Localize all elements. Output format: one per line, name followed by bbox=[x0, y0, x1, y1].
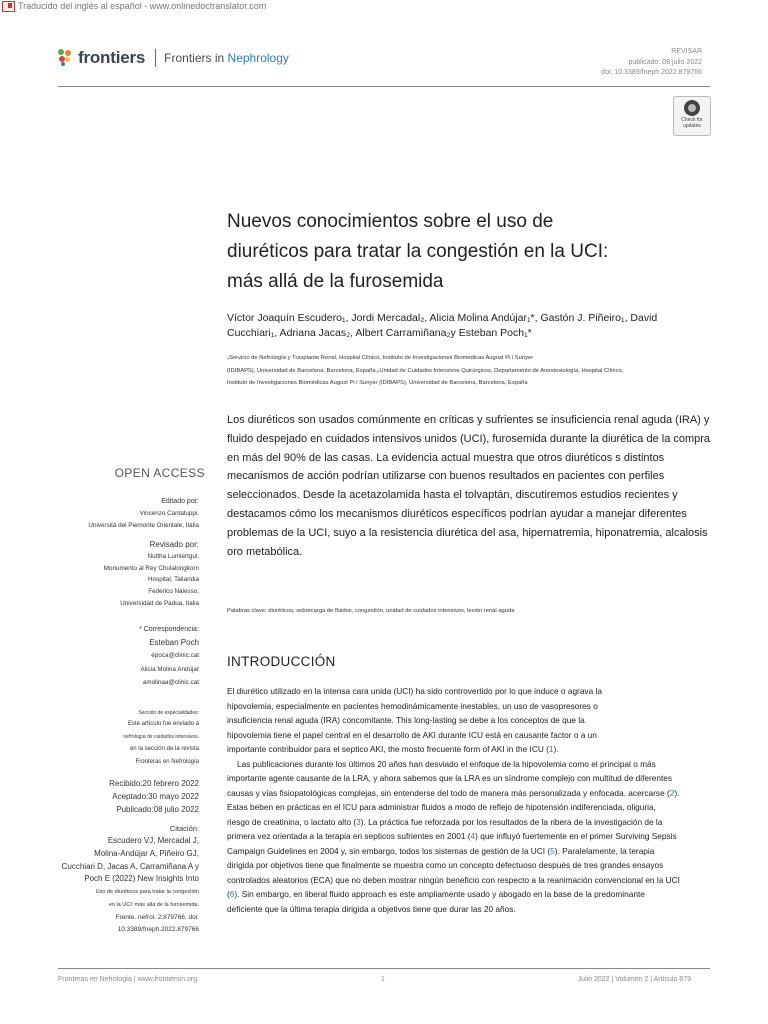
abstract-line: problemas de la UCI, suyo a la resistencia diurética del asa, hipernatremia, hiponatremia, alcalosis bbox=[227, 526, 708, 539]
check-updates-icon bbox=[684, 100, 700, 116]
open-access-label: OPEN ACCESS bbox=[114, 466, 205, 480]
reference-link[interactable]: 4 bbox=[470, 831, 476, 841]
reviewer-line: Nuttha Lumlertgul, bbox=[147, 553, 199, 560]
citation-label: Citación: bbox=[169, 824, 199, 833]
article-meta bbox=[601, 47, 702, 79]
affiliations bbox=[227, 352, 747, 390]
reference-link[interactable]: 3 bbox=[356, 816, 361, 827]
abstract-line: seleccionados. Desde la acetazolamida hasta el tolvaptán, discutiremos estudios recientes y bbox=[227, 489, 678, 502]
reference-link[interactable]: 5 bbox=[550, 845, 555, 856]
paragraph bbox=[227, 684, 712, 757]
frontiers-logo-icon bbox=[58, 49, 74, 67]
specialty-line: en la sección de la revista bbox=[129, 746, 199, 752]
citation-line: Uso de diuréticos para tratar la congestión bbox=[95, 889, 199, 896]
introduction-body bbox=[227, 684, 712, 916]
citation-doi[interactable]: 10.3389/fneph.2022.879766 bbox=[117, 926, 199, 934]
paragraph bbox=[227, 757, 712, 917]
text-line: importante agente causante de la LRA, y ahora sabemos que la LRA es un síndrome complejo con multitud de diferentes bbox=[227, 773, 673, 783]
title-line: más allá de la furosemida bbox=[227, 271, 444, 292]
journal-name bbox=[164, 51, 289, 65]
reviewer-line: Monumento al Rey Chulalongkorn bbox=[103, 564, 199, 572]
journal-prefix: Frontiers in bbox=[164, 51, 225, 65]
specialty-line: Fronteras en Nefrología bbox=[135, 759, 199, 765]
citation-line: Frente. nefrol. 2:879766. doi: bbox=[115, 914, 199, 922]
editor-line: Vincenzo Cantaluppi, bbox=[139, 510, 199, 517]
text-fragment: ). bbox=[553, 744, 559, 754]
correspondence-info bbox=[139, 624, 199, 690]
text-line: dirigida por objetivos tiene que finalmente se muestra como un concepto defectuoso después de tres grandes ensayos bbox=[227, 860, 664, 870]
text-fragment: ). Paralelamente, la terapia bbox=[554, 845, 655, 856]
specialty-section bbox=[123, 708, 199, 769]
translator-banner-text[interactable]: Traducido del inglés al español - www.onlinedoctranslator.com bbox=[18, 1, 267, 11]
correspondent-email[interactable]: amolinaa@clinic.cat bbox=[142, 679, 199, 686]
text-fragment: primera vez orientada a la terapia en septicos sufrientes en 2001 ( bbox=[227, 831, 471, 841]
affiliation-line: Instituto de Investigaciones Biomédicas August Pi i Sunyer (IDIBAPS), Universidad de Barcelona, Barcelona, España bbox=[227, 380, 528, 386]
abstract bbox=[227, 411, 712, 561]
abstract-line: Los diuréticos son usados comúnmente en críticas y sufrientes se insuficiencia renal aguda (IRA) y bbox=[227, 414, 710, 426]
text-line: importante contribuidor para el septico AKI, the mosto frecuente form of AKI in the ICU ( bbox=[227, 744, 549, 754]
authors-line: Víctor Joaquín Escudero₁, Jordi Mercadal₂, Alicia Molina Andújar₁*, Gastón J. Piñeiro₁, David bbox=[227, 312, 658, 324]
text-fragment: Campaign Guidelines en 2004 y, sin embargo, todos los sistemas de gestión de la UCI ( bbox=[227, 845, 551, 856]
edited-by-label: Editado por: bbox=[161, 498, 199, 505]
specialty-line: nefrología de cuidados intensivos. bbox=[123, 734, 199, 740]
text-fragment: ) que influyó fuertemente en el primer Surviving Sepsis bbox=[475, 831, 677, 841]
footer-rule bbox=[58, 968, 710, 969]
text-line: deficiente que la última terapia dirigida a objetivos tiene que durar las 20 años. bbox=[227, 903, 516, 914]
article-dates bbox=[109, 777, 199, 816]
accepted-date: Aceptado:30 mayo 2022 bbox=[112, 792, 199, 801]
text-line: hipovolemia tiene el papel central en el desarrollo de AKI durante ICU está en causante factor o a un bbox=[227, 729, 597, 740]
abstract-line: oro metabólica. bbox=[227, 545, 303, 558]
editor-line: Università del Piemonte Orientale, Italia bbox=[88, 521, 199, 529]
text-line: Las publicaciones durante los últimos 20 años han desviado el enfoque de la hipovolemia como el principal o más bbox=[237, 758, 656, 769]
reference-link[interactable]: 2 bbox=[669, 787, 675, 798]
text-line: causas y vías fisiopatológicas complejas, sin entenderse del todo de manera más personalizada y enfocada. acercarse ( bbox=[227, 787, 670, 798]
title-line: Nuevos conocimientos sobre el uso de bbox=[227, 211, 554, 232]
reviewer-line: Universidad de Padua, Italia bbox=[120, 599, 199, 607]
text-fragment: ). bbox=[674, 787, 680, 798]
reviewer-line: Federico Nalesso, bbox=[148, 588, 199, 596]
affiliation-line: (IDIBAPS), Universidad de Barcelona, Barcelona, España,₂Unidad de Cuidados Intensivos Quirúrgicos, Departamento de Anestesiología, Hospital Clínico, bbox=[227, 367, 624, 374]
article-title bbox=[227, 207, 657, 297]
check-for-updates-button[interactable] bbox=[673, 96, 711, 136]
journal-accent: Nephrology bbox=[227, 51, 289, 65]
author-list bbox=[227, 311, 687, 341]
correspondent-email[interactable]: época@clinic.cat bbox=[151, 652, 199, 659]
abstract-line: fluido despejado en cuidados intensivos unidos (UCI), furosemida durante la diurética de la compra bbox=[227, 432, 711, 445]
text-fragment: riesgo de creatinina, o lactato alto ( bbox=[227, 816, 357, 827]
text-line: hipovolemia, especialmente en pacientes hemodinámicamente inestables, un uso de vasopresores o bbox=[227, 700, 598, 711]
title-line: diuréticos para tratar la congestión en la UCI: bbox=[227, 241, 609, 262]
specialty-line: Este artículo fue enviado a bbox=[127, 721, 199, 727]
translator-banner[interactable] bbox=[0, 0, 266, 12]
reviewed-by-label: Revisado por: bbox=[149, 540, 199, 549]
text-line: insuficiencia renal aguda (IRA) concomitante. This long-lasting se debe a los conceptos de que la bbox=[227, 715, 585, 725]
abstract-line: mecanismos de acción podrían utilizarse con buenos resultados en pacientes con perfiles bbox=[227, 470, 665, 483]
text-line: controlados aleatorios (ECA) que no deben mostrar ningún beneficio con respecto a la reanimación convencional en la UCI bbox=[227, 874, 680, 885]
citation-line: Poch E (2022) New Insights Into bbox=[84, 874, 199, 884]
brand-name: frontiers bbox=[78, 48, 146, 67]
keywords: Palabras clave: diuréticos, sobrecarga de fluidos, congestión, unidad de cuidados intensivos, lesión renal aguda bbox=[227, 608, 515, 614]
page-number: 1 bbox=[381, 976, 385, 983]
abstract-line: destacamos cómo los mecanismos diuréticos específicos podrían ayudar a manejar diferentes bbox=[227, 507, 687, 520]
correspondent-name: Esteban Poch bbox=[149, 638, 199, 647]
translate-icon bbox=[2, 1, 15, 12]
section-heading-introduction: INTRODUCCIÓN bbox=[227, 654, 336, 669]
citation-line: Molina-Andújar A, Piñeiro GJ, bbox=[94, 848, 199, 858]
header-rule bbox=[58, 86, 710, 87]
check-updates-label: Check for updates bbox=[681, 117, 703, 129]
editor-info bbox=[88, 496, 199, 531]
text-fragment: ). La práctica fue reforzada por los resultados de la ribera de la investigación de la bbox=[360, 816, 663, 827]
specialty-label: Sección de especialidades: bbox=[138, 710, 199, 716]
correspondence-label: * Correspondencia: bbox=[139, 626, 199, 633]
published-date: Publicado:08 julio 2022 bbox=[116, 805, 199, 814]
text-line: Estas beben en prácticas en el ICU para administrar fluidos a modo de reflejo de hipotensión indiferenciada, oliguria, bbox=[227, 802, 656, 812]
affiliation-line: ₁Servicio de Nefrología y Trasplante Renal, Hospital Clínico, Instituto de Investigaciones Biomédicas August Pi i Sunyer bbox=[227, 355, 534, 361]
text-fragment: ). Sin embargo, en liberal fluido approach es este ampliamente usado y abogado en la base de la predominante bbox=[234, 889, 645, 899]
journal-header bbox=[58, 48, 289, 68]
doi[interactable]: doi: 10.3389/fneph.2022.879766 bbox=[601, 69, 702, 76]
correspondent-name: Alicia Molina Andújar bbox=[140, 666, 199, 673]
header-divider bbox=[155, 49, 156, 67]
citation-line: Cucchiari D, Jacas A, Carramiñana A y bbox=[61, 861, 199, 871]
citation-info bbox=[62, 822, 199, 936]
reviewer-info bbox=[104, 538, 199, 610]
article-type: REVISAR bbox=[671, 48, 702, 55]
text-fragment: ( bbox=[227, 889, 230, 899]
reference-link[interactable]: 1 bbox=[548, 744, 554, 754]
reviewer-line: Hospital, Tailandia bbox=[148, 576, 199, 584]
footer-issue: Julio 2022 | Volumen 2 | Artículo 879 bbox=[577, 976, 691, 983]
authors-line: Cucchiari₁, Adriana Jacas₂, Albert Carramiñana₂y Esteban Poch₁* bbox=[227, 327, 532, 339]
published-date: publicado: 08 julio 2022 bbox=[628, 58, 702, 66]
citation-line: Escudero VJ, Mercadal J, bbox=[107, 836, 199, 845]
footer-journal[interactable]: Fronteras en Nefrología | www.frontiersin.org bbox=[58, 976, 198, 983]
text-line: El diurético utilizado en la intensa cara unida (UCI) ha sido controvertido por lo que induce o agrava la bbox=[227, 686, 602, 696]
reference-link[interactable]: 6 bbox=[229, 889, 235, 899]
abstract-line: en más del 90% de las casas. La evidencia actual muestra que otros diuréticos s distintos bbox=[227, 451, 665, 464]
received-date: Recibido:20 febrero 2022 bbox=[109, 779, 199, 788]
citation-line: en la UCI: más allá de la furosemida. bbox=[108, 902, 199, 909]
